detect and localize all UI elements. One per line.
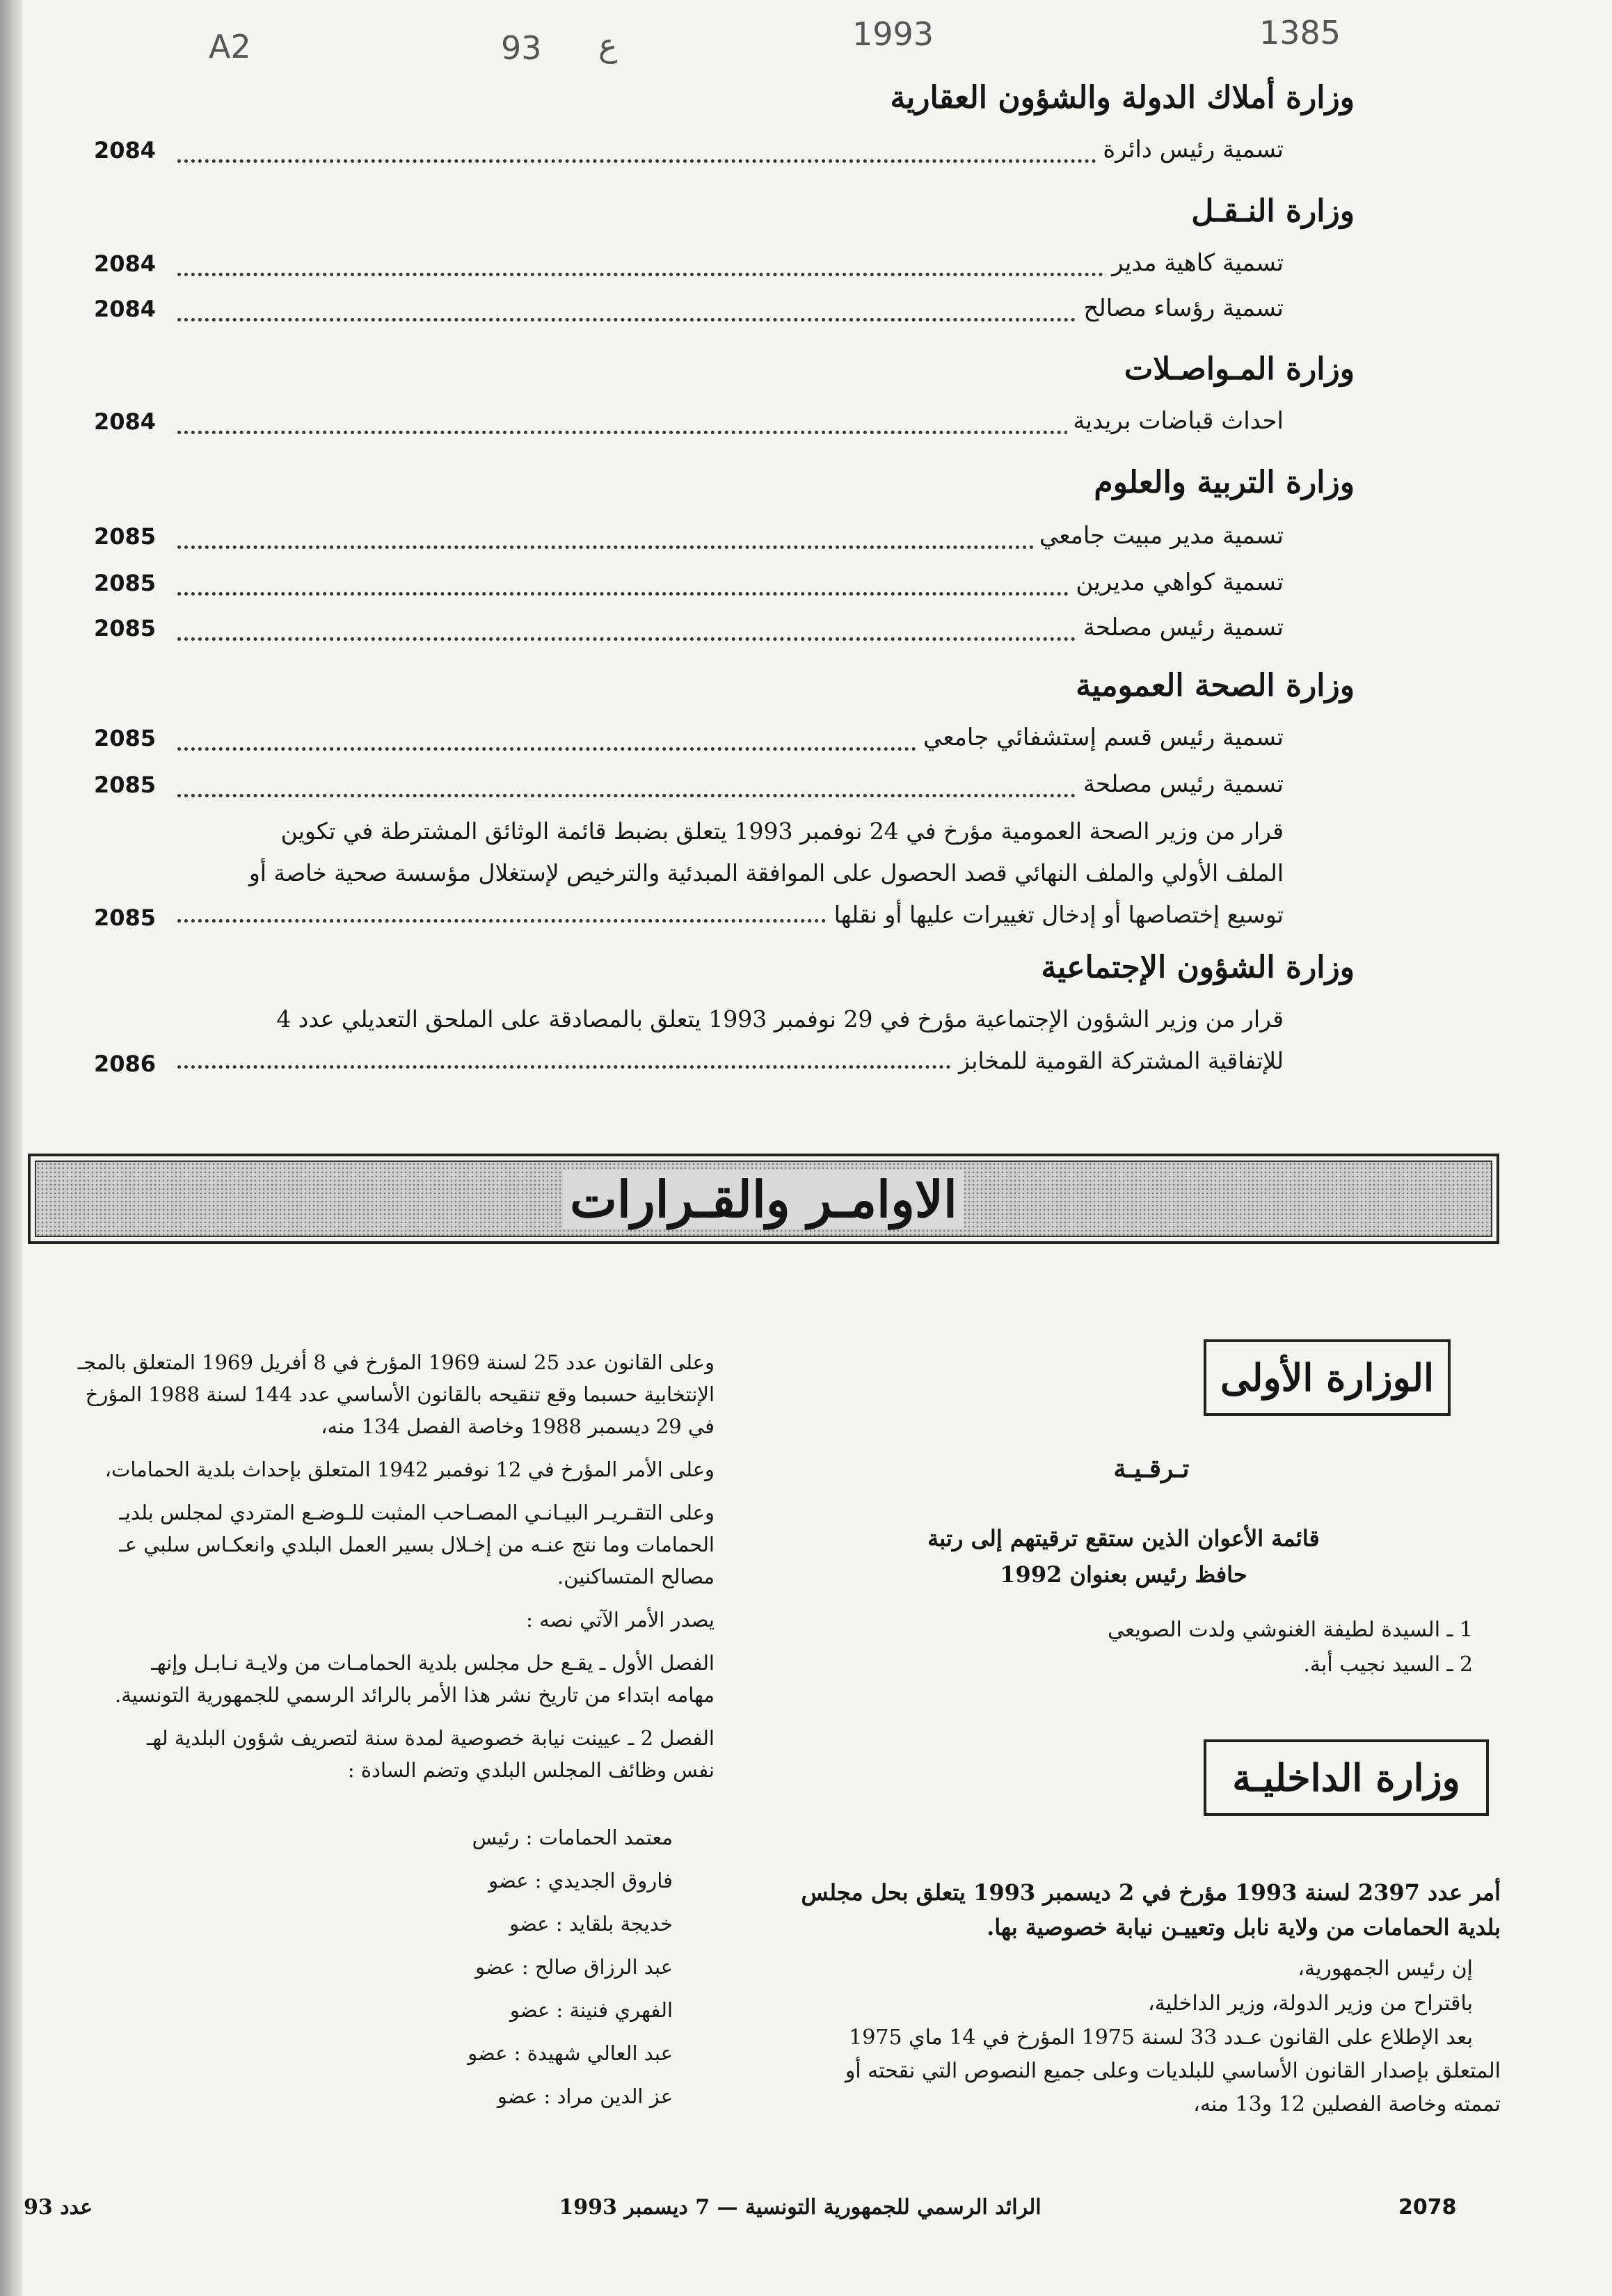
toc-ministry-state-property: وزارة أملاك الدولة والشؤون العقارية <box>890 80 1355 115</box>
ministry-heading-prime: الوزارة الأولى <box>1204 1339 1451 1416</box>
margin-note-e: 1385 <box>1259 14 1341 51</box>
toc-ministry-public-health: وزارة الصحة العمومية <box>1076 668 1355 703</box>
margin-note-b: 93 <box>501 29 542 67</box>
text-line: الإنتخابية حسبما وقع تنقيحه بالقانون الأساسي عدد 144 لسنة 1988 المؤرخ <box>85 1382 715 1406</box>
decree-line: توسيع إختصاصها أو إدخال تغييرات عليها أو نقلها <box>829 894 1284 936</box>
decree-line: قرار من وزير الشؤون الإجتماعية مؤرخ في 29 نوفمبر 1993 يتعلق بالمصادقة على الملحق التعديلي عدد 4 <box>276 1005 1284 1033</box>
toc-ministry-communications: وزارة المـواصـلات <box>1124 351 1355 387</box>
toc-decree-health <box>94 811 1284 936</box>
list-item: خديجة بلقايد : عضو <box>509 1912 673 1936</box>
toc-entry-page: 2085 <box>94 725 157 751</box>
promotion-list <box>1108 1613 1473 1682</box>
toc-entry <box>94 522 1284 557</box>
margin-note-a: A2 <box>209 28 251 65</box>
promotion-heading: تـرقـيـة <box>1113 1454 1190 1483</box>
paragraph <box>78 1346 715 1442</box>
banner-title: الاوامـر والقـرارات <box>563 1170 964 1229</box>
promotion-title-line: حافظ رئيس بعنوان 1992 <box>1000 1561 1247 1588</box>
toc-entry-page: 2086 <box>94 1051 157 1077</box>
text-line: نفس وظائف المجلس البلدي وتضم السادة : <box>347 1758 715 1782</box>
toc-entry-text: تسمية رئيس قسم إستشفائي جامعي <box>918 724 1284 751</box>
toc-entry-page: 2084 <box>94 137 157 164</box>
text-line: في 29 ديسمبر 1988 وخاصة الفصل 134 منه، <box>321 1414 715 1438</box>
toc-entry <box>94 614 1284 648</box>
text-line: وعلى القانون عدد 25 لسنة 1969 المؤرخ في 8 أفريل 1969 المتعلق بالمجـ <box>77 1350 715 1374</box>
issue-number: عدد 93 <box>24 2195 93 2219</box>
margin-note-d: 1993 <box>852 15 934 53</box>
toc-entry-text: تسمية رؤساء مصالح <box>1078 294 1284 322</box>
text-line: المتعلق بإصدار القانون الأساسي للبلديات وعلى جميع النصوص التي نقحته أو <box>845 2059 1501 2083</box>
journal-title: الرائد الرسمي للجمهورية التونسية — 7 ديسمبر 1993 <box>559 2195 1042 2219</box>
margin-note-c: ع <box>598 26 618 64</box>
ministry-heading-interior: وزارة الداخليـة <box>1204 1739 1489 1816</box>
list-item: 1 ـ السيدة لطيفة الغنوشي ولدت الصويعي <box>1108 1618 1473 1642</box>
page-edge-shadow <box>0 0 22 2296</box>
list-item: عبد العالي شهيدة : عضو <box>468 2041 673 2065</box>
order-title <box>801 1875 1501 1945</box>
text-line: مصالح المتساكنين. <box>557 1565 715 1588</box>
text-line: تممته وخاصة الفصلين 12 و13 منه، <box>1193 2092 1501 2116</box>
text-line: يصدر الأمر الآتي نصه : <box>526 1608 715 1632</box>
text-line: وعلى التقـريـر البيـانـي المصـاحب المثبت للـوضـع المتردي لمجلس بلديـ <box>119 1501 715 1524</box>
toc-entry <box>94 136 1284 170</box>
list-item: عبد الرزاق صالح : عضو <box>475 1955 673 1979</box>
toc-entry-page: 2085 <box>94 615 157 641</box>
order-title-line: بلدية الحمامات من ولاية نابل وتعييـن نيابة خصوصية بها. <box>987 1914 1501 1940</box>
order-title-line: أمر عدد 2397 لسنة 1993 مؤرخ في 2 ديسمبر 1993 يتعلق بحل مجلس <box>801 1879 1501 1906</box>
toc-entry <box>94 249 1284 284</box>
list-item: عز الدين مراد : عضو <box>497 2084 673 2108</box>
toc-entry-page: 2084 <box>94 408 157 435</box>
toc-ministry-transport: وزارة النـقـل <box>1191 193 1355 229</box>
list-item: 2 ـ السيد نجيب أبة. <box>1303 1652 1473 1677</box>
text-line: الفصل الأول ـ يقـع حل مجلس بلدية الحمامـات من ولايـة نـابـل وإنهـ <box>151 1651 715 1675</box>
order-body <box>845 2021 1501 2121</box>
toc-entry <box>94 294 1284 329</box>
promotion-list-title <box>835 1520 1412 1593</box>
decree-last-line <box>94 1040 1284 1082</box>
list-item: معتمد الحمامات : رئيس <box>472 1826 673 1849</box>
page-number: 2078 <box>1398 2195 1457 2219</box>
banner-shaded-panel <box>35 1161 1492 1237</box>
toc-decree-social <box>94 998 1284 1082</box>
decree-line: للإتفاقية المشتركة القومية للمخابز <box>953 1040 1284 1082</box>
toc-entry-page: 2084 <box>94 296 157 322</box>
decree-last-line <box>94 894 1284 936</box>
text-line: بعد الإطلاع على القانون عـدد 33 لسنة 1975 المؤرخ في 14 ماي 1975 <box>849 2025 1473 2050</box>
paragraph <box>78 1497 715 1593</box>
section-banner <box>28 1154 1499 1244</box>
text-line: الفصل 2 ـ عيينت نيابة خصوصية لمدة سنة لتصريف شؤون البلدية لهـ <box>146 1726 715 1750</box>
list-item: الفهري فنينة : عضو <box>509 1998 673 2022</box>
toc-entry-page: 2085 <box>94 772 157 798</box>
toc-entry <box>94 568 1284 603</box>
text-line: إن رئيس الجمهورية، <box>1298 1956 1473 1981</box>
decree-line: الملف الأولي والملف النهائي قصد الحصول على الموافقة المبدئية والترخيص لإستغلال مؤسسة صحية خاصة أو <box>248 859 1284 886</box>
toc-entry-text: تسمية رئيس مصلحة <box>1078 770 1284 798</box>
toc-entry-page: 2084 <box>94 250 157 277</box>
order-intro <box>1148 1952 1473 2021</box>
toc-entry-page: 2085 <box>94 904 157 931</box>
toc-entry-text: تسمية كاهية مدير <box>1106 249 1284 277</box>
promotion-title-line: قائمة الأعوان الذين ستقع ترقيتهم إلى رتبة <box>927 1525 1320 1552</box>
text-line: وعلى الأمر المؤرخ في 12 نوفمبر 1942 المتعلق بإحداث بلدية الحمامات، <box>104 1458 715 1481</box>
toc-entry <box>94 770 1284 805</box>
toc-entry-text: تسمية رئيس مصلحة <box>1078 614 1284 641</box>
paragraph <box>78 1647 715 1711</box>
text-line: باقتراح من وزير الدولة، وزير الداخلية، <box>1148 1991 1473 2016</box>
list-item: فاروق الجديدي : عضو <box>488 1869 673 1892</box>
left-column-text <box>78 1346 715 1797</box>
decree-line: قرار من وزير الصحة العمومية مؤرخ في 24 نوفمبر 1993 يتعلق بضبط قائمة الوثائق المشترطة في تكوين <box>280 818 1284 845</box>
paragraph <box>78 1722 715 1786</box>
toc-entry <box>94 407 1284 442</box>
toc-entry-text: تسمية مدير مبيت جامعي <box>1034 522 1284 550</box>
text-line: الحمامات وما نتج عنـه من إخـلال بسير العمل البلدي وانعكـاس سلبي عـ <box>119 1533 715 1556</box>
toc-entry-page: 2085 <box>94 523 157 550</box>
toc-entry-text: تسمية رئيس دائرة <box>1097 136 1284 164</box>
paragraph <box>78 1604 715 1636</box>
toc-ministry-education: وزارة التربية والعلوم <box>1094 465 1355 500</box>
toc-entry <box>94 724 1284 758</box>
paragraph <box>78 1453 715 1485</box>
toc-entry-text: احداث قباضات بريدية <box>1067 407 1284 435</box>
toc-ministry-social-affairs: وزارة الشؤون الإجتماعية <box>1041 950 1355 985</box>
toc-entry-text: تسمية كواهي مديرين <box>1070 568 1284 596</box>
members-list <box>468 1816 673 2118</box>
toc-entry-page: 2085 <box>94 570 157 596</box>
text-line: مهامه ابتداء من تاريخ نشر هذا الأمر بالرائد الرسمي للجمهورية التونسية. <box>115 1683 715 1707</box>
